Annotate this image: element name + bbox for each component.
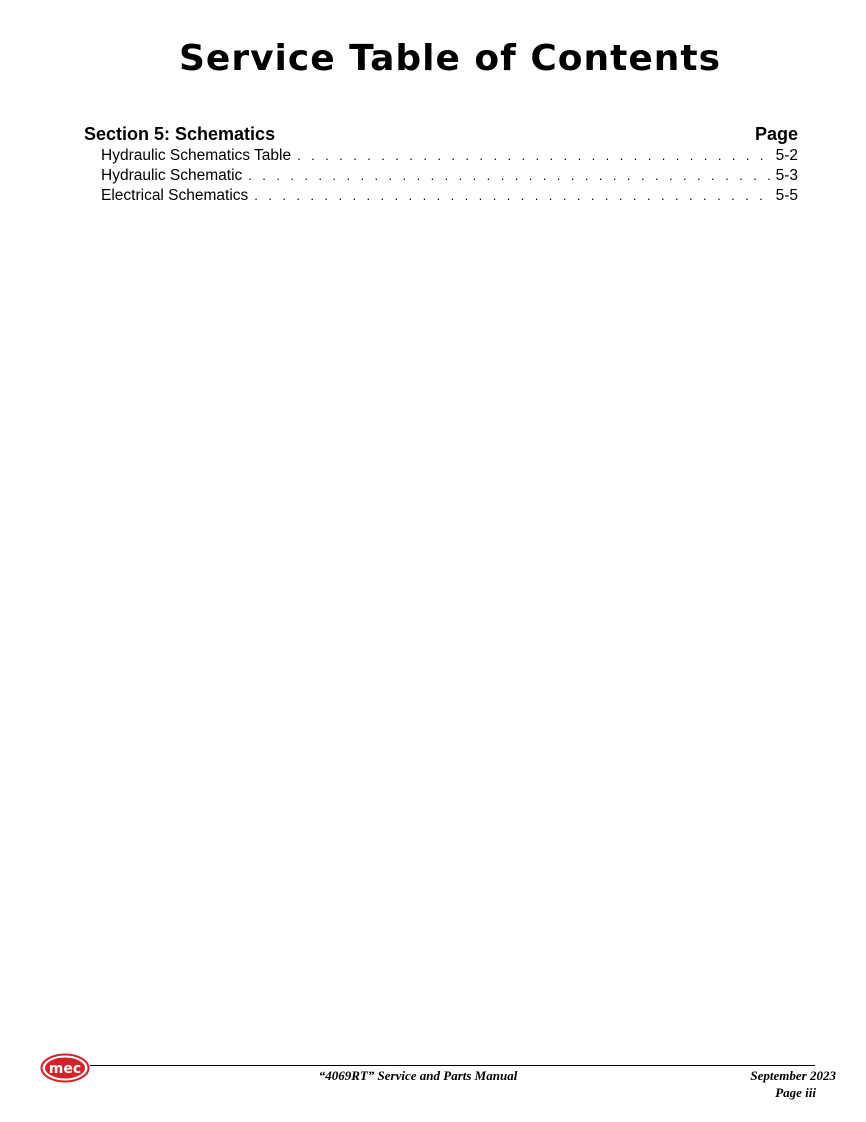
toc-entry-hydraulic-schematic[interactable] xyxy=(84,166,798,186)
toc-entry-label: Hydraulic Schematics Table xyxy=(101,147,292,164)
footer-rule xyxy=(90,1065,815,1066)
toc-entry-hydraulic-schematics-table[interactable] xyxy=(84,146,798,166)
page-column-label: Page xyxy=(754,124,798,144)
logo-text: mec xyxy=(48,1061,82,1077)
footer-manual-title: “4069RT” Service and Parts Manual xyxy=(318,1068,518,1083)
toc-list xyxy=(84,146,798,206)
toc-entry-label: Electrical Schematics xyxy=(101,187,249,204)
toc-entry-page: 5-3 xyxy=(775,167,798,184)
footer-page-number: Page iii xyxy=(775,1085,816,1100)
toc-entry-electrical-schematics[interactable] xyxy=(84,186,798,206)
toc-entry-page: 5-5 xyxy=(775,187,798,204)
toc-entry-page: 5-2 xyxy=(775,147,798,164)
dot-leader xyxy=(297,146,772,166)
dot-leader xyxy=(248,166,772,186)
footer-date: September 2023 xyxy=(750,1068,836,1083)
toc-entry-label: Hydraulic Schematic xyxy=(101,167,243,184)
page-title: Service Table of Contents xyxy=(178,38,722,79)
section-heading: Section 5: Schematics xyxy=(84,124,276,144)
dot-leader xyxy=(254,186,772,206)
table-of-contents xyxy=(84,122,798,206)
toc-header xyxy=(84,122,798,146)
mec-logo-icon xyxy=(40,1053,90,1083)
